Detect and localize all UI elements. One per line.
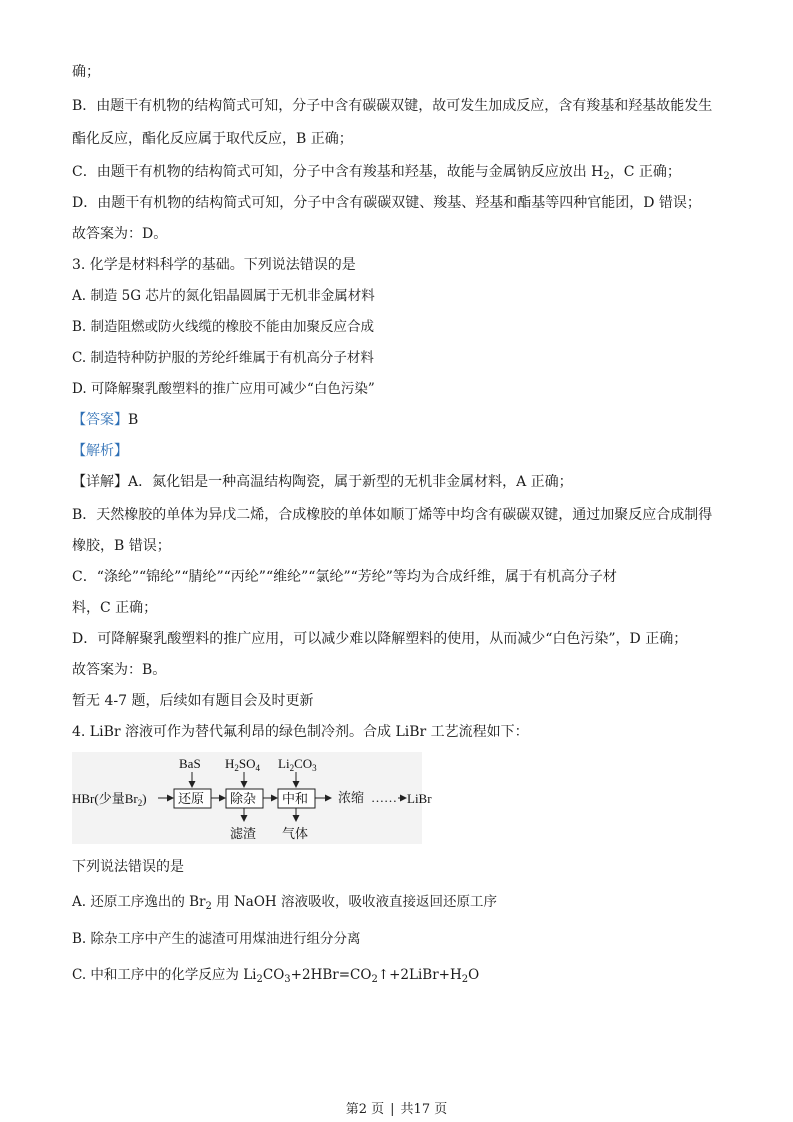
reagent-bas: BaS xyxy=(179,756,201,771)
subscript: 2 xyxy=(461,974,469,985)
conclusion-line: 故答案为：B。 xyxy=(72,662,167,678)
subscript: 2 xyxy=(256,974,263,985)
text-run: C. 中和工序中的化学反应为 Li xyxy=(72,967,257,983)
step-reduction-label: 还原 xyxy=(178,791,205,806)
update-note: 暂无 4-7 题，后续如有题目会及时更新 xyxy=(72,693,314,709)
text-line: 确； xyxy=(72,64,100,80)
byproduct-gas: 气体 xyxy=(282,826,309,841)
text-run: ↑+2LiBr+H xyxy=(377,967,462,983)
text-run: O xyxy=(468,967,480,983)
subscript: 2 xyxy=(205,901,212,912)
option-a: A. 制造 5G 芯片的氮化铝晶圆属于无机非金属材料 xyxy=(72,288,375,304)
text-line: D．由题干有机物的结构简式可知，分子中含有碳碳双键、羧基、羟基和酯基等四种官能团，D 错误； xyxy=(72,195,701,211)
detail-line: B．天然橡胶的单体为异戊二烯，合成橡胶的单体如顺丁烯等中均含有碳碳双键，通过加聚反应合成制得 xyxy=(72,507,713,523)
option-d: D. 可降解聚乳酸塑料的推广应用可减少“白色污染” xyxy=(72,381,375,397)
flow-dots: …… xyxy=(371,790,397,805)
option-b: B. 制造阻燃或防火线缆的橡胶不能由加聚反应合成 xyxy=(72,319,375,335)
page-footer xyxy=(0,1098,793,1117)
text-run: C．由题干有机物的结构简式可知，分子中含有羧基和羟基，故能与金属钠反应放出 H xyxy=(72,164,604,180)
byproduct-residue: 滤渣 xyxy=(230,826,257,841)
option-c: C. 制造特种防护服的芳纶纤维属于有机高分子材料 xyxy=(72,350,374,366)
text-line: 故答案为：D。 xyxy=(72,226,168,242)
step-concentrate: 浓缩 xyxy=(338,790,365,805)
answer-tag: 【答案】 xyxy=(72,412,128,428)
text-run: 用 NaOH 溶液吸收，吸收液直接返回还原工序 xyxy=(211,894,497,910)
footer-separator: | xyxy=(390,1102,395,1117)
text-run: A. 还原工序逸出的 Br xyxy=(72,894,206,910)
detail-line: 橡胶，B 错误； xyxy=(72,538,171,554)
text-line: 酯化反应，酯化反应属于取代反应，B 正确； xyxy=(72,131,353,147)
detail-line: 料，C 正确； xyxy=(72,600,158,616)
detail-line: D．可降解聚乳酸塑料的推广应用，可以减少难以降解塑料的使用，从而减少“白色污染”，D 正确； xyxy=(72,631,688,647)
text-line xyxy=(72,163,681,181)
question-3-stem: 3. 化学是材料科学的基础。下列说法错误的是 xyxy=(72,257,356,273)
answer-value: B xyxy=(128,412,139,428)
detail-line: C．“涤纶”“锦纶”“腈纶”“丙纶”“维纶”“氯纶”“芳纶”等均为合成纤维，属于有机高分子材 xyxy=(72,569,617,585)
page-number: 第2 页 xyxy=(345,1102,385,1117)
question-4-substem: 下列说法错误的是 xyxy=(72,859,184,875)
text-line: B．由题干有机物的结构简式可知，分子中含有碳碳双键，故可发生加成反应，含有羧基和羟基故能发生 xyxy=(72,98,713,114)
flow-svg xyxy=(72,752,432,844)
product-libr: LiBr xyxy=(407,791,432,806)
flow-input-label: HBr(少量$Br_2$) xyxy=(72,791,147,808)
text-run: ，C 正确； xyxy=(609,164,681,180)
subscript: 3 xyxy=(284,974,291,985)
page-total: 共17 页 xyxy=(400,1102,448,1117)
reagent-li2co3: $Li_2CO_3$ xyxy=(278,756,317,773)
option-b: B. 除杂工序中产生的滤渣可用煤油进行组分分离 xyxy=(72,931,361,947)
reagent-h2so4: $H_2SO_4$ xyxy=(225,756,261,773)
text-run: +2HBr=CO xyxy=(290,967,372,983)
subscript: 2 xyxy=(603,171,610,182)
detail-tag: 【详解】 xyxy=(72,474,128,490)
question-4-stem: 4. LiBr 溶液可作为替代氟利昂的绿色制冷剂。合成 LiBr 工艺流程如下： xyxy=(72,724,529,740)
text-run: CO xyxy=(262,967,285,983)
process-flow-diagram xyxy=(72,752,432,844)
analysis-tag: 【解析】 xyxy=(72,443,128,459)
step-purification-label: 除杂 xyxy=(230,791,257,806)
option-c xyxy=(72,966,479,984)
subscript: 2 xyxy=(371,974,378,985)
detail-text: A．氮化铝是一种高温结构陶瓷，属于新型的无机非金属材料，A 正确； xyxy=(128,474,573,490)
detail-line xyxy=(72,473,573,491)
answer-line xyxy=(72,411,138,429)
option-a xyxy=(72,893,497,911)
step-neutralization-label: 中和 xyxy=(282,791,309,806)
